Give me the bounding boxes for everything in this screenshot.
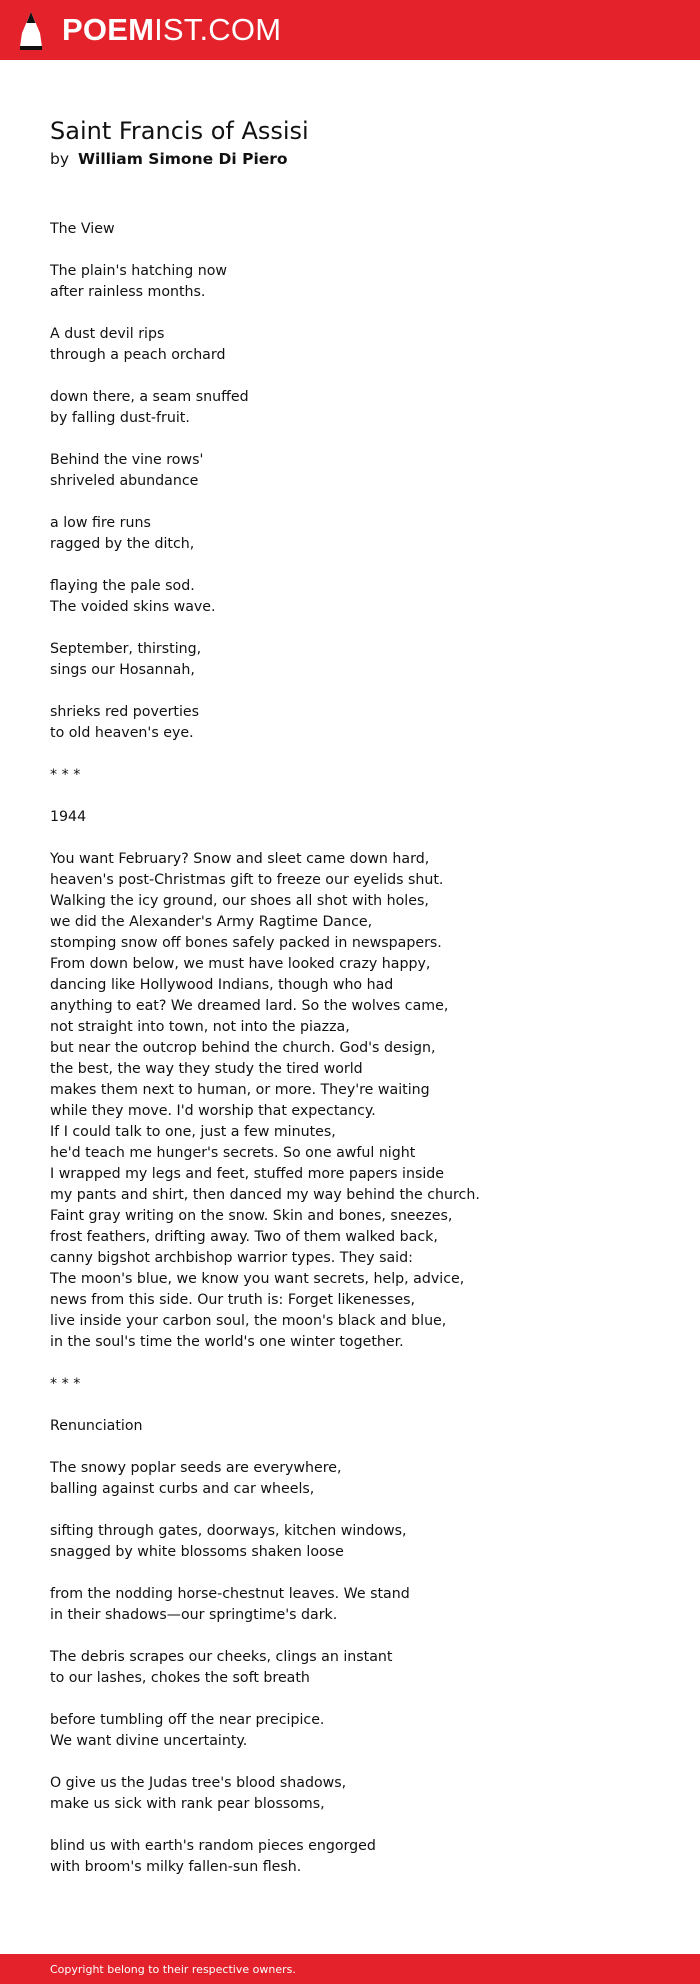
poem-stanza — [50, 1836, 670, 1878]
poem-stanza — [50, 450, 670, 492]
poem-stanza — [50, 1374, 670, 1395]
poem-line: The View — [50, 221, 115, 237]
poem-line: Behind the vine rows' — [50, 452, 204, 468]
poem-stanza — [50, 639, 670, 681]
poem-stanza — [50, 324, 670, 366]
poem-line: he'd teach me hunger's secrets. So one awful night — [50, 1145, 416, 1161]
poem-line: the best, the way they study the tired world — [50, 1061, 363, 1077]
poem-line: I wrapped my legs and feet, stuffed more papers inside — [50, 1166, 445, 1182]
poem-title: Saint Francis of Assisi — [50, 117, 309, 145]
poem-line: in their shadows—our springtime's dark. — [50, 1607, 338, 1623]
poem-line: The plain's hatching now — [50, 263, 228, 279]
poem-line: live inside your carbon soul, the moon's black and blue, — [50, 1313, 447, 1329]
poem-stanza — [50, 261, 670, 303]
poem-line: to old heaven's eye. — [50, 725, 194, 741]
poem-line: blind us with earth's random pieces engorged — [50, 1838, 376, 1854]
poem-line: A dust devil rips — [50, 326, 165, 342]
poem-line: sifting through gates, doorways, kitchen windows, — [50, 1523, 407, 1539]
poem-stanza — [50, 849, 670, 1353]
site-header — [0, 0, 700, 60]
pencil-tip-icon[interactable] — [18, 11, 44, 51]
poem-stanza — [50, 1416, 670, 1437]
poem-line: frost feathers, drifting away. Two of them walked back, — [50, 1229, 438, 1245]
poem-line: From down below, we must have looked crazy happy, — [50, 956, 431, 972]
site-footer — [0, 1954, 700, 1984]
poem-stanza — [50, 1458, 670, 1500]
poem-line: canny bigshot archbishop warrior types. They said: — [50, 1250, 413, 1266]
poem-line: ragged by the ditch, — [50, 536, 195, 552]
poem-line: my pants and shirt, then danced my way behind the church. — [50, 1187, 480, 1203]
poem-line: down there, a seam snuffed — [50, 389, 249, 405]
poem-stanza — [50, 1584, 670, 1626]
poem-stanza — [50, 1647, 670, 1689]
poem-stanza — [50, 219, 670, 240]
poem-line: news from this side. Our truth is: Forget likenesses, — [50, 1292, 415, 1308]
poem-line: sings our Hosannah, — [50, 662, 195, 678]
poem-line: The debris scrapes our cheeks, clings an instant — [50, 1649, 393, 1665]
poem-stanza — [50, 765, 670, 786]
poem-line: through a peach orchard — [50, 347, 226, 363]
poem-stanza — [50, 513, 670, 555]
poem-stanza — [50, 1521, 670, 1563]
poem-line: make us sick with rank pear blossoms, — [50, 1796, 325, 1812]
poem-line: shrieks red poverties — [50, 704, 200, 720]
poem-line: heaven's post-Christmas gift to freeze our eyelids shut. — [50, 872, 444, 888]
poem-line: a low fire runs — [50, 515, 151, 531]
brand-light: IST.COM — [154, 12, 282, 47]
poem-line: from the nodding horse-chestnut leaves. We stand — [50, 1586, 410, 1602]
poem-line: The moon's blue, we know you want secrets, help, advice, — [50, 1271, 465, 1287]
author-name[interactable]: William Simone Di Piero — [77, 150, 288, 168]
poem-line: we did the Alexander's Army Ragtime Dance, — [50, 914, 373, 930]
site-logo-text[interactable] — [62, 13, 281, 47]
poem-line: You want February? Snow and sleet came down hard, — [50, 851, 430, 867]
poem-line: with broom's milky fallen-sun flesh. — [50, 1859, 302, 1875]
poem-stanza — [50, 1773, 670, 1815]
poem-stanza — [50, 387, 670, 429]
poem-line: * * * — [50, 767, 81, 783]
poem-line: dancing like Hollywood Indians, though who had — [50, 977, 394, 993]
poem-line: makes them next to human, or more. They're waiting — [50, 1082, 430, 1098]
poem-stanza — [50, 702, 670, 744]
poem-line: We want divine uncertainty. — [50, 1733, 248, 1749]
poem-line: Walking the icy ground, our shoes all shot with holes, — [50, 893, 429, 909]
poem-line: snagged by white blossoms shaken loose — [50, 1544, 344, 1560]
byline — [50, 148, 288, 170]
poem-line: balling against curbs and car wheels, — [50, 1481, 315, 1497]
brand-bold: POEM — [62, 12, 155, 47]
poem-body — [50, 219, 670, 1899]
poem-line: stomping snow off bones safely packed in newspapers. — [50, 935, 442, 951]
poem-line: before tumbling off the near precipice. — [50, 1712, 325, 1728]
poem-line: anything to eat? We dreamed lard. So the wolves came, — [50, 998, 449, 1014]
poem-line: * * * — [50, 1376, 81, 1392]
poem-line: by falling dust-fruit. — [50, 410, 190, 426]
poem-line: O give us the Judas tree's blood shadows, — [50, 1775, 347, 1791]
poem-line: shriveled abundance — [50, 473, 199, 489]
poem-line: Faint gray writing on the snow. Skin and bones, sneezes, — [50, 1208, 453, 1224]
poem-line: If I could talk to one, just a few minutes, — [50, 1124, 336, 1140]
poem-line: while they move. I'd worship that expectancy. — [50, 1103, 376, 1119]
poem-line: in the soul's time the world's one winter together. — [50, 1334, 404, 1350]
poem-line: September, thirsting, — [50, 641, 202, 657]
poem-stanza — [50, 1710, 670, 1752]
poem-line: Renunciation — [50, 1418, 143, 1434]
poem-stanza — [50, 576, 670, 618]
poem-line: flaying the pale sod. — [50, 578, 195, 594]
poem-line: 1944 — [50, 809, 87, 825]
poem-line: The snowy poplar seeds are everywhere, — [50, 1460, 342, 1476]
copyright-notice: Copyright belong to their respective owners. — [50, 1963, 296, 1976]
by-label: by — [50, 150, 70, 168]
poem-line: not straight into town, not into the piazza, — [50, 1019, 350, 1035]
poem-line: The voided skins wave. — [50, 599, 216, 615]
poem-stanza — [50, 807, 670, 828]
poem-line: but near the outcrop behind the church. God's design, — [50, 1040, 436, 1056]
poem-line: to our lashes, chokes the soft breath — [50, 1670, 310, 1686]
poem-line: after rainless months. — [50, 284, 206, 300]
